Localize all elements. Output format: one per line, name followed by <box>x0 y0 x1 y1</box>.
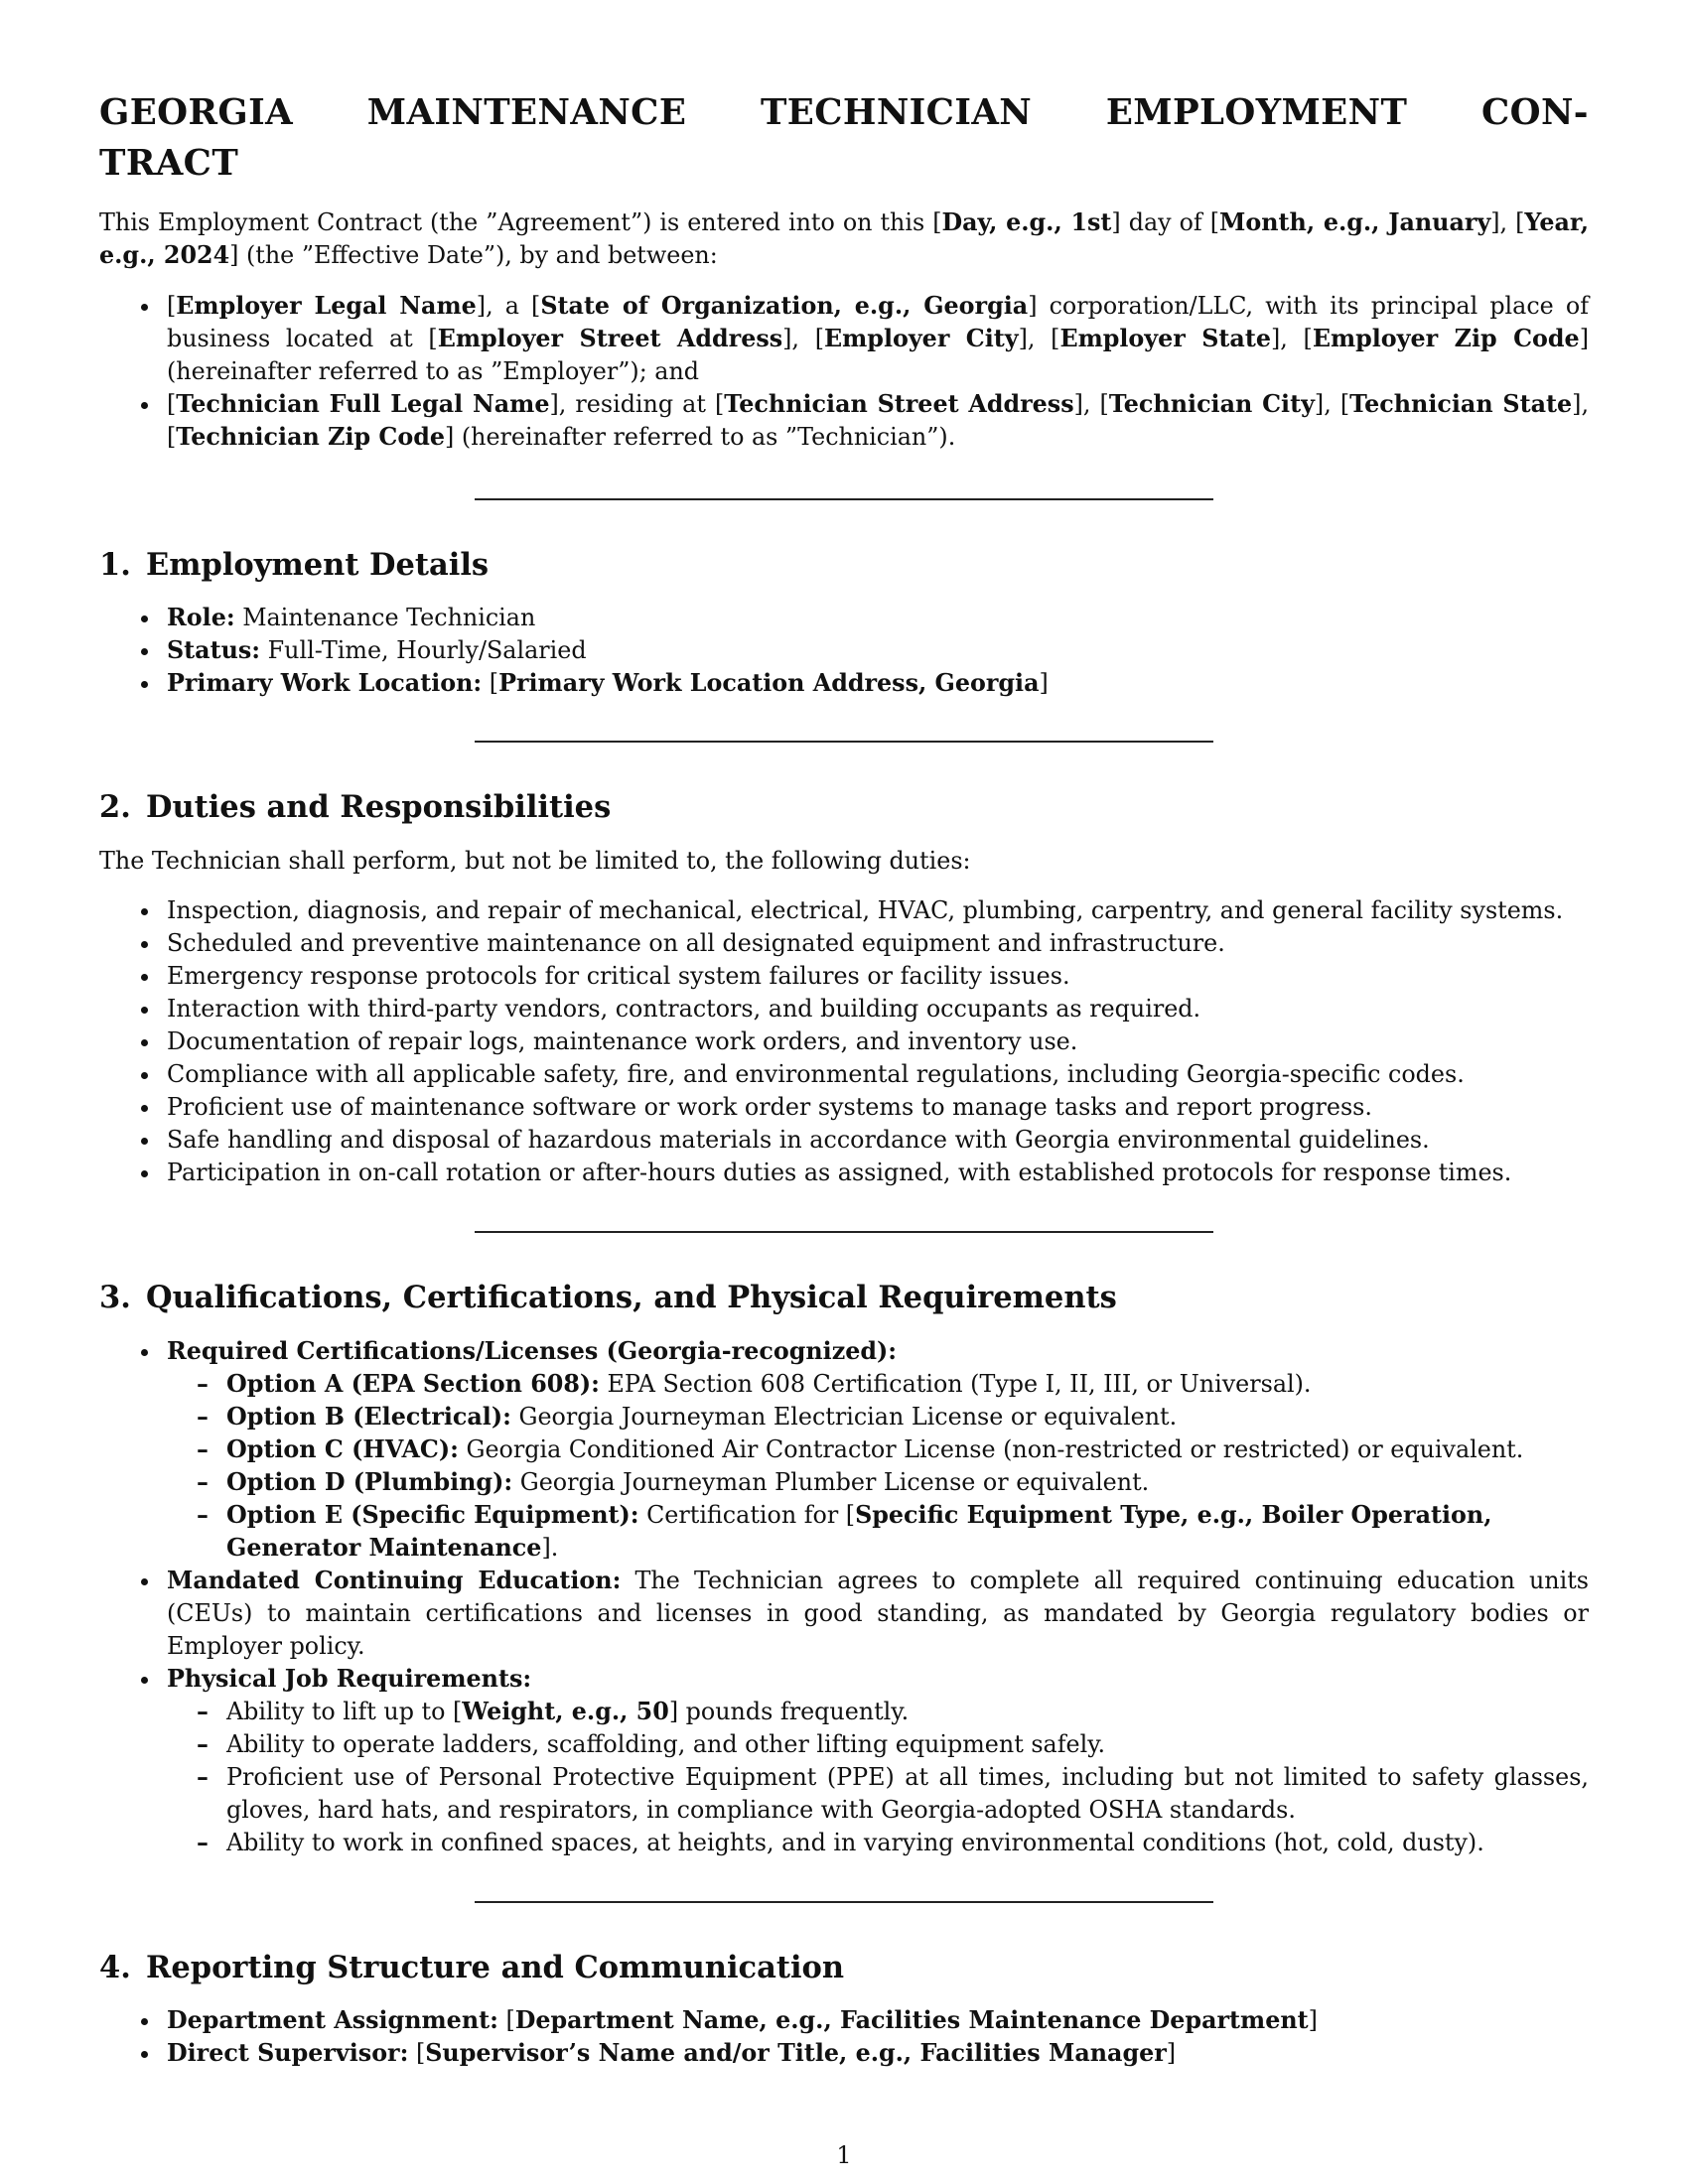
section-divider <box>475 1901 1213 1903</box>
weight-placeholder: Weight, e.g., 50 <box>462 1698 669 1725</box>
intro-paragraph: This Employment Contract (the ”Agreement”) is entered into on this [Day, e.g., 1st] day of [Month, e.g., January], [Year, e.g., 2024] (the ”Effective Date”), by and between: <box>99 208 1589 269</box>
duties-list <box>99 894 1589 1189</box>
certifications-item: Required Certifications/Licenses (Georgia-recognized): – Option A (EPA Section 608): EPA Section 608 Certification (Type I, II, III, or Universal). – Option B (Electrical): Georgia Journeyman Electrician License or equivalent. – Option C (HVAC): Georgia Conditioned Air Contractor License (non-restricted or restricted) or equivalent. – Option D (Plumbing): Georgia Journeyman Plumber License or equivalent. – Option E (Specific Equipment): Certification for [Specific Equipment Type, e.g., Boiler Operation, Generator Maintenance]. <box>99 1335 1589 1565</box>
department-placeholder: Department Name, e.g., Facilities Maintenance Department <box>514 2006 1309 2034</box>
title-word: EMPLOYMENT <box>1105 92 1408 133</box>
sub-list-item: – Ability to work in confined spaces, at heights, and in varying environmental conditions (hot, cold, dusty). <box>167 1827 1589 1859</box>
party-technician: [Technician Full Legal Name], residing at [Technician Street Address], [Technician City], [Technician State], [Technician Zip Code] (hereinafter referred to as ”Technician”). <box>99 388 1589 454</box>
technician-zip-placeholder: Technician Zip Code <box>176 423 446 451</box>
employer-street-placeholder: Employer Street Address <box>437 325 783 352</box>
sub-list-item: – Proficient use of Personal Protective Equipment (PPE) at all times, including but not limited to safety glasses, gloves, hard hats, and respirators, in compliance with Georgia-adopted OSHA standards. <box>167 1761 1589 1827</box>
list-item: Safe handling and disposal of hazardous materials in accordance with Georgia environmental guidelines. <box>99 1124 1589 1157</box>
employer-state-placeholder: Employer State <box>1059 325 1271 352</box>
month-placeholder: Month, e.g., January <box>1219 208 1491 236</box>
title-line-2: TRACT <box>99 143 239 184</box>
document-page <box>99 0 1589 2184</box>
list-item: Proficient use of maintenance software or work order systems to manage tasks and report progress. <box>99 1091 1589 1124</box>
list-item: Documentation of repair logs, maintenance work orders, and inventory use. <box>99 1025 1589 1058</box>
employer-city-placeholder: Employer City <box>823 325 1019 352</box>
list-item: Department Assignment: [Department Name, e.g., Facilities Maintenance Department] <box>99 2004 1589 2037</box>
physical-requirements-item: Physical Job Requirements: – Ability to lift up to [Weight, e.g., 50] pounds frequently. – Ability to operate ladders, scaffolding, and other lifting equipment safely. – Proficient use of Personal Protective Equipment (PPE) at all times, including but not limited to safety glasses, gloves, hard hats, and respirators, in compliance with Georgia-adopted OSHA standards. – Ability to work in confined spaces, at heights, and in varying environmental conditions (hot, cold, dusty). <box>99 1663 1589 1859</box>
parties-list <box>99 290 1589 454</box>
title-word: TECHNICIAN <box>760 92 1033 133</box>
section-divider <box>475 498 1213 500</box>
reporting-list <box>99 2004 1589 2070</box>
technician-street-placeholder: Technician Street Address <box>724 390 1074 418</box>
duties-intro: The Technician shall perform, but not be limited to, the following duties: <box>99 847 971 875</box>
section-divider <box>475 741 1213 743</box>
section-1-heading: 1. Employment Details <box>99 547 490 583</box>
equipment-type-placeholder: Specific Equipment Type, e.g., Boiler Operation, Generator Maintenance <box>226 1501 1492 1562</box>
title-word: CON- <box>1480 92 1589 133</box>
title-word: GEORGIA <box>99 92 294 133</box>
list-item: Scheduled and preventive maintenance on all designated equipment and infrastructure. <box>99 927 1589 960</box>
list-item: Compliance with all applicable safety, fire, and environmental regulations, including Georgia-specific codes. <box>99 1058 1589 1091</box>
year-placeholder: Year, e.g., 2024 <box>99 208 1589 269</box>
list-item: Interaction with third-party vendors, contractors, and building occupants as required. <box>99 993 1589 1025</box>
list-item: Role: Maintenance Technician <box>99 602 1589 634</box>
section-2-heading: 2. Duties and Responsibilities <box>99 789 612 825</box>
section-3-heading: 3. Qualifications, Certifications, and Physical Requirements <box>99 1280 1117 1315</box>
list-item: Emergency response protocols for critical system failures or facility issues. <box>99 960 1589 993</box>
certification-options <box>167 1368 1589 1565</box>
sub-list-item: – Option A (EPA Section 608): EPA Section 608 Certification (Type I, II, III, or Universal). <box>167 1368 1589 1401</box>
party-employer: [Employer Legal Name], a [State of Organization, e.g., Georgia] corporation/LLC, with its principal place of business located at [Employer Street Address], [Employer City], [Employer State], [Employer Zip Code] (hereinafter referred to as ”Employer”); and <box>99 290 1589 388</box>
document-title <box>99 87 1589 189</box>
supervisor-placeholder: Supervisor’s Name and/or Title, e.g., Facilities Manager <box>425 2039 1167 2067</box>
page-number: 1 <box>836 2141 852 2169</box>
sub-list-item: – Ability to operate ladders, scaffolding, and other lifting equipment safely. <box>167 1728 1589 1761</box>
sub-list-item: – Option B (Electrical): Georgia Journeyman Electrician License or equivalent. <box>167 1401 1589 1433</box>
list-item: Direct Supervisor: [Supervisor’s Name and/or Title, e.g., Facilities Manager] <box>99 2037 1589 2070</box>
sub-list-item: – Option D (Plumbing): Georgia Journeyman Plumber License or equivalent. <box>167 1466 1589 1499</box>
employment-details-list <box>99 602 1589 700</box>
work-location-placeholder: Primary Work Location Address, Georgia <box>498 669 1040 697</box>
section-4-heading: 4. Reporting Structure and Communication <box>99 1950 845 1985</box>
list-item: Primary Work Location: [Primary Work Location Address, Georgia] <box>99 667 1589 700</box>
qualifications-list <box>99 1335 1589 1859</box>
employer-name-placeholder: Employer Legal Name <box>176 292 477 320</box>
list-item: Participation in on-call rotation or after-hours duties as assigned, with established protocols for response times. <box>99 1157 1589 1189</box>
employer-zip-placeholder: Employer Zip Code <box>1312 325 1580 352</box>
sub-list-item: – Ability to lift up to [Weight, e.g., 50] pounds frequently. <box>167 1696 1589 1728</box>
technician-state-placeholder: Technician State <box>1349 390 1573 418</box>
sub-list-item: – Option E (Specific Equipment): Certification for [Specific Equipment Type, e.g., Boiler Operation, Generator Maintenance]. <box>167 1499 1589 1565</box>
physical-requirements-list <box>167 1696 1589 1859</box>
list-item: Status: Full-Time, Hourly/Salaried <box>99 634 1589 667</box>
technician-city-placeholder: Technician City <box>1108 390 1315 418</box>
section-divider <box>475 1231 1213 1233</box>
day-placeholder: Day, e.g., 1st <box>941 208 1112 236</box>
title-word: MAINTENANCE <box>366 92 687 133</box>
technician-name-placeholder: Technician Full Legal Name <box>176 390 550 418</box>
list-item: Inspection, diagnosis, and repair of mechanical, electrical, HVAC, plumbing, carpentry, and general facility systems. <box>99 894 1589 927</box>
sub-list-item: – Option C (HVAC): Georgia Conditioned Air Contractor License (non-restricted or restricted) or equivalent. <box>167 1433 1589 1466</box>
state-org-placeholder: State of Organization, e.g., Georgia <box>540 292 1029 320</box>
continuing-education-item: Mandated Continuing Education: The Technician agrees to complete all required continuing education units (CEUs) to maintain certifications and licenses in good standing, as mandated by Georgia regulatory bodies or Employer policy. <box>99 1565 1589 1663</box>
title-line-1 <box>99 87 1589 138</box>
